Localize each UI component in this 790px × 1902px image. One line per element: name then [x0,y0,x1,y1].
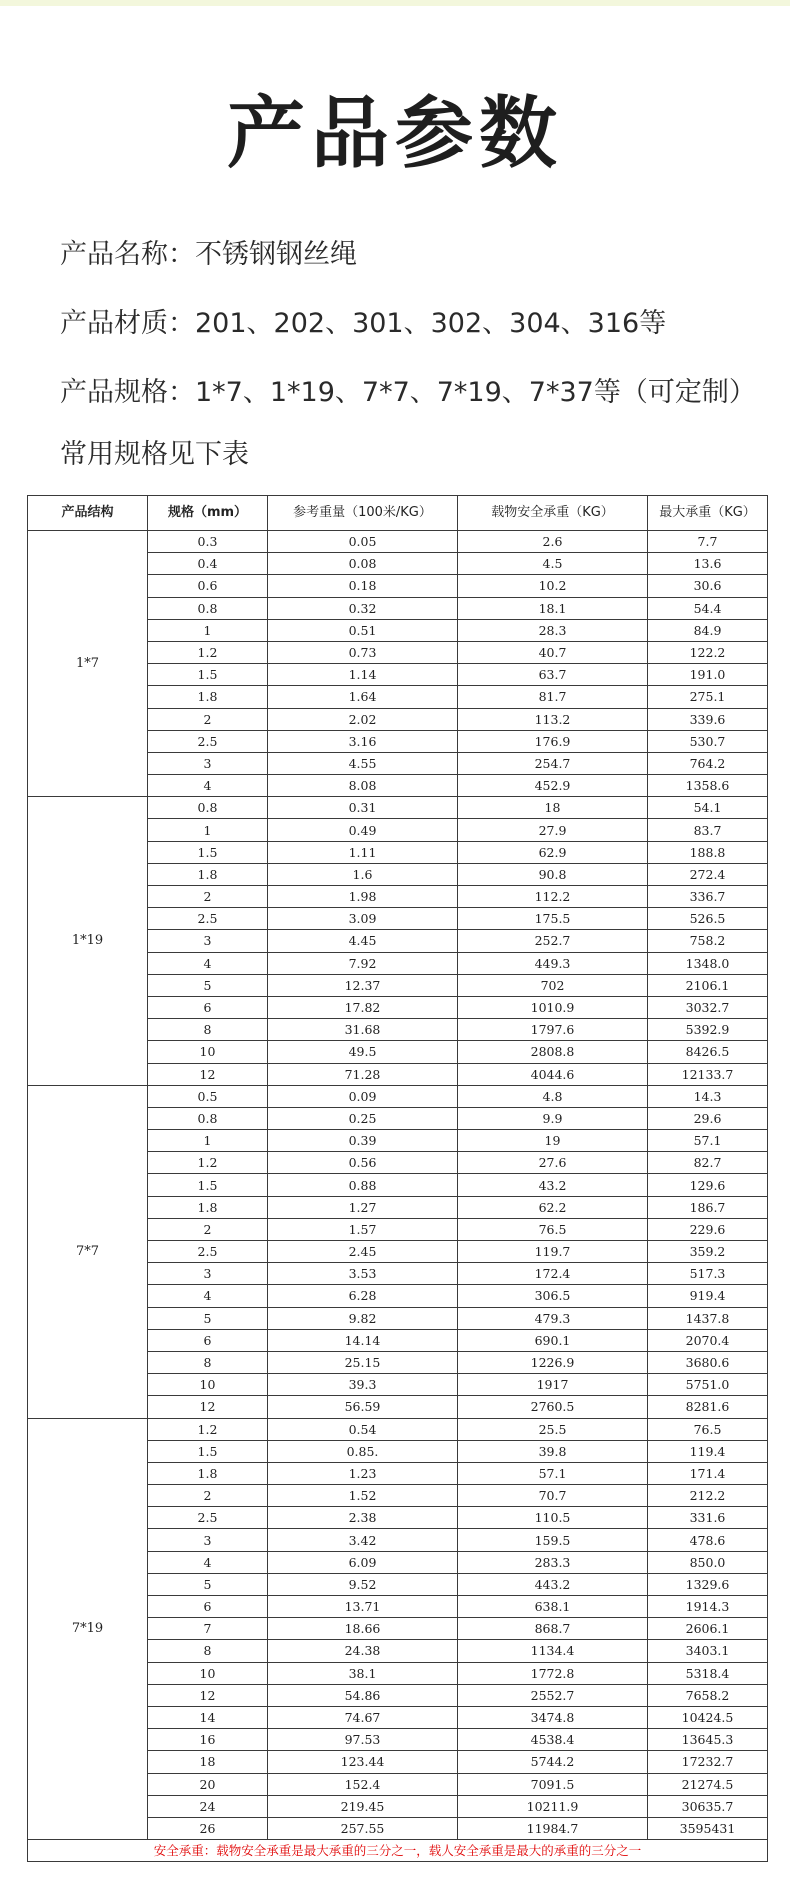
safe-load-cell: 1226.9 [458,1351,648,1373]
table-row [28,1418,768,1440]
max-load-cell: 3032.7 [648,996,768,1018]
safe-load-cell: 702 [458,974,648,996]
weight-cell: 7.92 [268,952,458,974]
safe-load-cell: 119.7 [458,1241,648,1263]
spec-cell: 1.5 [148,841,268,863]
weight-cell: 3.42 [268,1529,458,1551]
max-load-cell: 336.7 [648,886,768,908]
weight-cell: 31.68 [268,1019,458,1041]
safe-load-cell: 443.2 [458,1573,648,1595]
safe-load-cell: 176.9 [458,730,648,752]
weight-cell: 14.14 [268,1329,458,1351]
max-load-cell: 12133.7 [648,1063,768,1085]
spec-cell: 2 [148,1218,268,1240]
weight-cell: 1.98 [268,886,458,908]
max-load-cell: 13.6 [648,553,768,575]
max-load-cell: 7.7 [648,531,768,553]
safe-load-cell: 159.5 [458,1529,648,1551]
product-spec-line: 产品规格：1*7、1*19、7*7、7*19、7*37等（可定制） [60,377,756,408]
weight-cell: 0.73 [268,641,458,663]
safe-load-cell: 25.5 [458,1418,648,1440]
spec-cell: 12 [148,1396,268,1418]
max-load-cell: 13645.3 [648,1729,768,1751]
spec-cell: 3 [148,1529,268,1551]
safe-load-cell: 81.7 [458,686,648,708]
safe-load-cell: 172.4 [458,1263,648,1285]
spec-cell: 3 [148,930,268,952]
max-load-cell: 186.7 [648,1196,768,1218]
max-load-cell: 359.2 [648,1241,768,1263]
spec-cell: 8 [148,1640,268,1662]
max-load-cell: 229.6 [648,1218,768,1240]
max-load-cell: 3595431 [648,1817,768,1839]
spec-cell: 8 [148,1351,268,1373]
spec-cell: 1.5 [148,1440,268,1462]
spec-cell: 10 [148,1041,268,1063]
page-title: 产品参数 [226,89,563,179]
weight-cell: 4.45 [268,930,458,952]
safe-load-cell: 4538.4 [458,1729,648,1751]
max-load-cell: 8281.6 [648,1396,768,1418]
safe-load-cell: 39.8 [458,1440,648,1462]
safe-load-cell: 19 [458,1130,648,1152]
safe-load-cell: 2.6 [458,531,648,553]
weight-cell: 0.25 [268,1107,458,1129]
spec-cell: 0.8 [148,1107,268,1129]
weight-cell: 0.85. [268,1440,458,1462]
header-weight: 参考重量（100米/KG） [268,496,458,531]
max-load-cell: 5392.9 [648,1019,768,1041]
max-load-cell: 84.9 [648,619,768,641]
safe-load-cell: 5744.2 [458,1751,648,1773]
spec-cell: 12 [148,1063,268,1085]
spec-cell: 10 [148,1662,268,1684]
weight-cell: 3.16 [268,730,458,752]
header-max-load: 最大承重（KG） [648,496,768,531]
weight-cell: 0.31 [268,797,458,819]
safe-load-cell: 90.8 [458,863,648,885]
safe-load-cell: 3474.8 [458,1706,648,1728]
weight-cell: 0.49 [268,819,458,841]
safe-load-cell: 2760.5 [458,1396,648,1418]
max-load-cell: 7658.2 [648,1684,768,1706]
spec-cell: 3 [148,752,268,774]
weight-cell: 24.38 [268,1640,458,1662]
weight-cell: 0.18 [268,575,458,597]
weight-cell: 0.54 [268,1418,458,1440]
weight-cell: 1.23 [268,1462,458,1484]
max-load-cell: 17232.7 [648,1751,768,1773]
spec-cell: 1.8 [148,863,268,885]
safe-load-cell: 43.2 [458,1174,648,1196]
safe-load-cell: 7091.5 [458,1773,648,1795]
max-load-cell: 2606.1 [648,1618,768,1640]
safe-load-cell: 57.1 [458,1462,648,1484]
spec-cell: 6 [148,1329,268,1351]
weight-cell: 1.57 [268,1218,458,1240]
weight-cell: 6.09 [268,1551,458,1573]
weight-cell: 97.53 [268,1729,458,1751]
spec-cell: 1.2 [148,1418,268,1440]
spec-cell: 1 [148,819,268,841]
safe-load-cell: 9.9 [458,1107,648,1129]
max-load-cell: 3680.6 [648,1351,768,1373]
safe-load-cell: 175.5 [458,908,648,930]
spec-cell: 0.5 [148,1085,268,1107]
max-load-cell: 76.5 [648,1418,768,1440]
structure-cell: 1*7 [28,531,148,797]
spec-cell: 8 [148,1019,268,1041]
spec-cell: 0.8 [148,797,268,819]
weight-cell: 2.38 [268,1507,458,1529]
top-accent-band [0,0,790,6]
safety-note: 安全承重：载物安全承重是最大承重的三分之一，载人安全承重是最大的承重的三分之一 [28,1840,768,1862]
weight-cell: 0.08 [268,553,458,575]
weight-cell: 1.64 [268,686,458,708]
safe-load-cell: 1917 [458,1374,648,1396]
max-load-cell: 14.3 [648,1085,768,1107]
weight-cell: 17.82 [268,996,458,1018]
weight-cell: 6.28 [268,1285,458,1307]
weight-cell: 38.1 [268,1662,458,1684]
weight-cell: 18.66 [268,1618,458,1640]
max-load-cell: 122.2 [648,641,768,663]
weight-cell: 0.88 [268,1174,458,1196]
max-load-cell: 272.4 [648,863,768,885]
spec-cell: 6 [148,1596,268,1618]
weight-cell: 219.45 [268,1795,458,1817]
max-load-cell: 3403.1 [648,1640,768,1662]
safe-load-cell: 40.7 [458,641,648,663]
weight-cell: 71.28 [268,1063,458,1085]
spec-cell: 2 [148,886,268,908]
header-spec: 规格（mm） [148,496,268,531]
weight-cell: 1.27 [268,1196,458,1218]
safe-load-cell: 110.5 [458,1507,648,1529]
max-load-cell: 54.4 [648,597,768,619]
table-header-row [28,496,768,531]
spec-cell: 2.5 [148,730,268,752]
spec-table [27,495,768,1862]
spec-cell: 3 [148,1263,268,1285]
safe-load-cell: 1010.9 [458,996,648,1018]
safe-load-cell: 1134.4 [458,1640,648,1662]
spec-cell: 2 [148,708,268,730]
weight-cell: 1.11 [268,841,458,863]
max-load-cell: 171.4 [648,1462,768,1484]
spec-cell: 1.8 [148,1196,268,1218]
max-load-cell: 1437.8 [648,1307,768,1329]
spec-cell: 4 [148,1285,268,1307]
safe-load-cell: 70.7 [458,1485,648,1507]
max-load-cell: 1348.0 [648,952,768,974]
spec-cell: 5 [148,1573,268,1595]
product-name-line: 产品名称：不锈钢钢丝绳 [60,239,357,270]
weight-cell: 56.59 [268,1396,458,1418]
safe-load-cell: 2808.8 [458,1041,648,1063]
max-load-cell: 188.8 [648,841,768,863]
spec-cell: 1.5 [148,664,268,686]
weight-cell: 3.09 [268,908,458,930]
safe-load-cell: 63.7 [458,664,648,686]
weight-cell: 9.82 [268,1307,458,1329]
spec-cell: 5 [148,1307,268,1329]
max-load-cell: 758.2 [648,930,768,952]
max-load-cell: 129.6 [648,1174,768,1196]
weight-cell: 1.52 [268,1485,458,1507]
spec-cell: 2.5 [148,908,268,930]
spec-cell: 1.2 [148,1152,268,1174]
spec-cell: 4 [148,952,268,974]
weight-cell: 257.55 [268,1817,458,1839]
safe-load-cell: 27.6 [458,1152,648,1174]
safe-load-cell: 112.2 [458,886,648,908]
table-row [28,531,768,553]
weight-cell: 49.5 [268,1041,458,1063]
max-load-cell: 10424.5 [648,1706,768,1728]
max-load-cell: 21274.5 [648,1773,768,1795]
spec-cell: 4 [148,775,268,797]
structure-cell: 7*19 [28,1418,148,1840]
max-load-cell: 339.6 [648,708,768,730]
max-load-cell: 29.6 [648,1107,768,1129]
weight-cell: 1.14 [268,664,458,686]
max-load-cell: 2070.4 [648,1329,768,1351]
spec-cell: 7 [148,1618,268,1640]
header-structure: 产品结构 [28,496,148,531]
max-load-cell: 526.5 [648,908,768,930]
spec-cell: 6 [148,996,268,1018]
max-load-cell: 530.7 [648,730,768,752]
safe-load-cell: 76.5 [458,1218,648,1240]
structure-cell: 1*19 [28,797,148,1085]
safe-load-cell: 479.3 [458,1307,648,1329]
max-load-cell: 30635.7 [648,1795,768,1817]
safe-load-cell: 2552.7 [458,1684,648,1706]
spec-cell: 0.6 [148,575,268,597]
weight-cell: 1.6 [268,863,458,885]
spec-cell: 10 [148,1374,268,1396]
max-load-cell: 54.1 [648,797,768,819]
safe-load-cell: 283.3 [458,1551,648,1573]
spec-cell: 20 [148,1773,268,1795]
spec-cell: 18 [148,1751,268,1773]
weight-cell: 25.15 [268,1351,458,1373]
table-note-row [28,1840,768,1862]
safe-load-cell: 62.9 [458,841,648,863]
safe-load-cell: 4.8 [458,1085,648,1107]
weight-cell: 54.86 [268,1684,458,1706]
spec-cell: 0.8 [148,597,268,619]
weight-cell: 0.32 [268,597,458,619]
weight-cell: 0.09 [268,1085,458,1107]
safe-load-cell: 4044.6 [458,1063,648,1085]
spec-cell: 14 [148,1706,268,1728]
max-load-cell: 212.2 [648,1485,768,1507]
table-row [28,797,768,819]
safe-load-cell: 690.1 [458,1329,648,1351]
spec-cell: 1.2 [148,641,268,663]
max-load-cell: 119.4 [648,1440,768,1462]
safe-load-cell: 27.9 [458,819,648,841]
safe-load-cell: 18 [458,797,648,819]
max-load-cell: 1358.6 [648,775,768,797]
max-load-cell: 331.6 [648,1507,768,1529]
safe-load-cell: 10211.9 [458,1795,648,1817]
spec-cell: 2.5 [148,1241,268,1263]
spec-cell: 0.4 [148,553,268,575]
safe-load-cell: 452.9 [458,775,648,797]
max-load-cell: 57.1 [648,1130,768,1152]
spec-cell: 16 [148,1729,268,1751]
weight-cell: 8.08 [268,775,458,797]
table-row [28,1085,768,1107]
spec-cell: 1.8 [148,686,268,708]
spec-cell: 1 [148,1130,268,1152]
spec-cell: 1.5 [148,1174,268,1196]
spec-cell: 4 [148,1551,268,1573]
spec-cell: 12 [148,1684,268,1706]
safe-load-cell: 11984.7 [458,1817,648,1839]
max-load-cell: 275.1 [648,686,768,708]
header-safe-load: 载物安全承重（KG） [458,496,648,531]
safe-load-cell: 449.3 [458,952,648,974]
structure-cell: 7*7 [28,1085,148,1418]
weight-cell: 9.52 [268,1573,458,1595]
safe-load-cell: 18.1 [458,597,648,619]
safe-load-cell: 62.2 [458,1196,648,1218]
product-material-line: 产品材质：201、202、301、302、304、316等 [60,308,667,339]
max-load-cell: 764.2 [648,752,768,774]
max-load-cell: 8426.5 [648,1041,768,1063]
safe-load-cell: 252.7 [458,930,648,952]
table-body [28,531,768,1840]
weight-cell: 0.51 [268,619,458,641]
weight-cell: 39.3 [268,1374,458,1396]
safe-load-cell: 28.3 [458,619,648,641]
weight-cell: 0.56 [268,1152,458,1174]
spec-cell: 1 [148,619,268,641]
max-load-cell: 1914.3 [648,1596,768,1618]
max-load-cell: 30.6 [648,575,768,597]
weight-cell: 123.44 [268,1751,458,1773]
weight-cell: 13.71 [268,1596,458,1618]
weight-cell: 12.37 [268,974,458,996]
max-load-cell: 1329.6 [648,1573,768,1595]
spec-cell: 5 [148,974,268,996]
spec-cell: 2.5 [148,1507,268,1529]
weight-cell: 2.02 [268,708,458,730]
weight-cell: 4.55 [268,752,458,774]
safe-load-cell: 254.7 [458,752,648,774]
safe-load-cell: 868.7 [458,1618,648,1640]
max-load-cell: 82.7 [648,1152,768,1174]
spec-cell: 24 [148,1795,268,1817]
max-load-cell: 5751.0 [648,1374,768,1396]
weight-cell: 152.4 [268,1773,458,1795]
safe-load-cell: 638.1 [458,1596,648,1618]
weight-cell: 0.39 [268,1130,458,1152]
max-load-cell: 919.4 [648,1285,768,1307]
spec-cell: 2 [148,1485,268,1507]
max-load-cell: 850.0 [648,1551,768,1573]
common-spec-caption: 常用规格见下表 [60,439,249,470]
max-load-cell: 517.3 [648,1263,768,1285]
safe-load-cell: 4.5 [458,553,648,575]
spec-cell: 0.3 [148,531,268,553]
weight-cell: 0.05 [268,531,458,553]
max-load-cell: 83.7 [648,819,768,841]
weight-cell: 74.67 [268,1706,458,1728]
max-load-cell: 2106.1 [648,974,768,996]
safe-load-cell: 1797.6 [458,1019,648,1041]
weight-cell: 2.45 [268,1241,458,1263]
max-load-cell: 191.0 [648,664,768,686]
max-load-cell: 478.6 [648,1529,768,1551]
safe-load-cell: 306.5 [458,1285,648,1307]
spec-cell: 26 [148,1817,268,1839]
safe-load-cell: 1772.8 [458,1662,648,1684]
safe-load-cell: 10.2 [458,575,648,597]
spec-cell: 1.8 [148,1462,268,1484]
weight-cell: 3.53 [268,1263,458,1285]
safe-load-cell: 113.2 [458,708,648,730]
max-load-cell: 5318.4 [648,1662,768,1684]
